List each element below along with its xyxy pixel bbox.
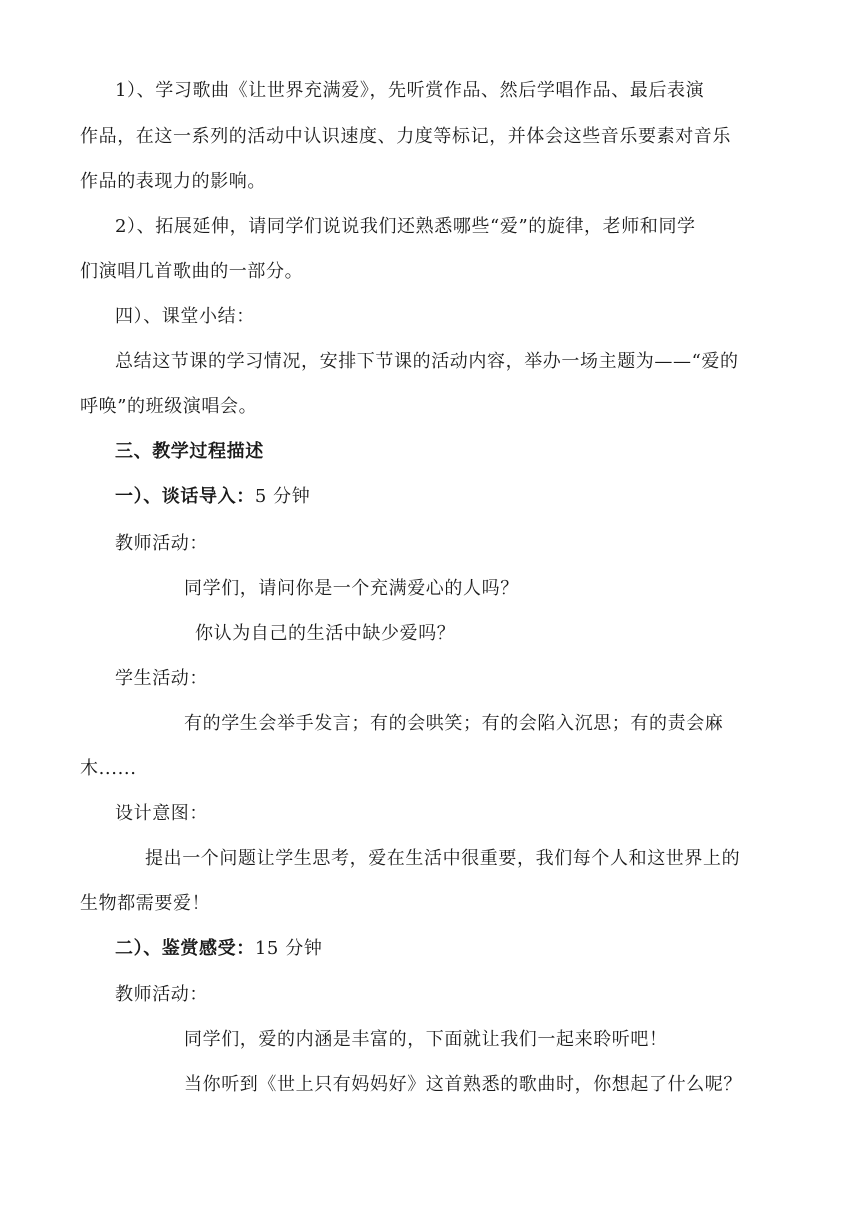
part2-duration: 15 分钟	[254, 938, 323, 959]
item2-line1: 2）、拓展延伸，请同学们说说我们还熟悉哪些“爱”的旋律，老师和同学	[115, 216, 696, 237]
part1-student-line2: 木......	[80, 758, 137, 779]
item1-line3: 作品的表现力的影响。	[80, 171, 266, 192]
section3-heading: 三、教学过程描述	[115, 441, 264, 462]
item1-line1: 1）、学习歌曲《让世界充满爱》，先听赏作品、然后学唱作品、最后表演	[115, 80, 705, 101]
part1-teacher-line1: 同学们，请问你是一个充满爱心的人吗？	[184, 578, 519, 599]
part1-student-line1: 有的学生会举手发言；有的会哄笑；有的会陷入沉思；有的责会麻	[184, 713, 724, 734]
part1-duration: 5 分钟	[254, 486, 311, 507]
summary-heading: 四）、课堂小结：	[115, 306, 255, 327]
summary-line1: 总结这节课的学习情况，安排下节课的活动内容，举办一场主题为——“爱的	[115, 351, 739, 372]
part2-heading: 二）、鉴赏感受：	[115, 938, 255, 959]
part1-design-line1: 提出一个问题让学生思考，爱在生活中很重要，我们每个人和这世界上的	[145, 848, 741, 869]
part2-teacher-line2: 当你听到《世上只有妈妈好》这首熟悉的歌曲时，你想起了什么呢？	[184, 1074, 742, 1095]
part1-design-line2: 生物都需要爱！	[80, 893, 211, 914]
part1-design-label: 设计意图：	[115, 803, 208, 824]
part1-teacher-line2: 你认为自己的生活中缺少爱吗？	[195, 623, 456, 644]
item1-line2: 作品，在这一系列的活动中认识速度、力度等标记，并体会这些音乐要素对音乐	[80, 126, 731, 147]
part2-heading-row	[115, 936, 322, 962]
part2-teacher-label: 教师活动：	[115, 984, 208, 1005]
part1-heading-row	[115, 484, 310, 510]
part1-teacher-label: 教师活动：	[115, 533, 208, 554]
part1-heading: 一）、谈话导入：	[115, 486, 255, 507]
part1-student-label: 学生活动：	[115, 668, 208, 689]
summary-line2: 呼唤”的班级演唱会。	[80, 396, 258, 417]
part2-teacher-line1: 同学们，爱的内涵是丰富的，下面就让我们一起来聆听吧！	[184, 1029, 668, 1050]
item2-line2: 们演唱几首歌曲的一部分。	[80, 261, 304, 282]
